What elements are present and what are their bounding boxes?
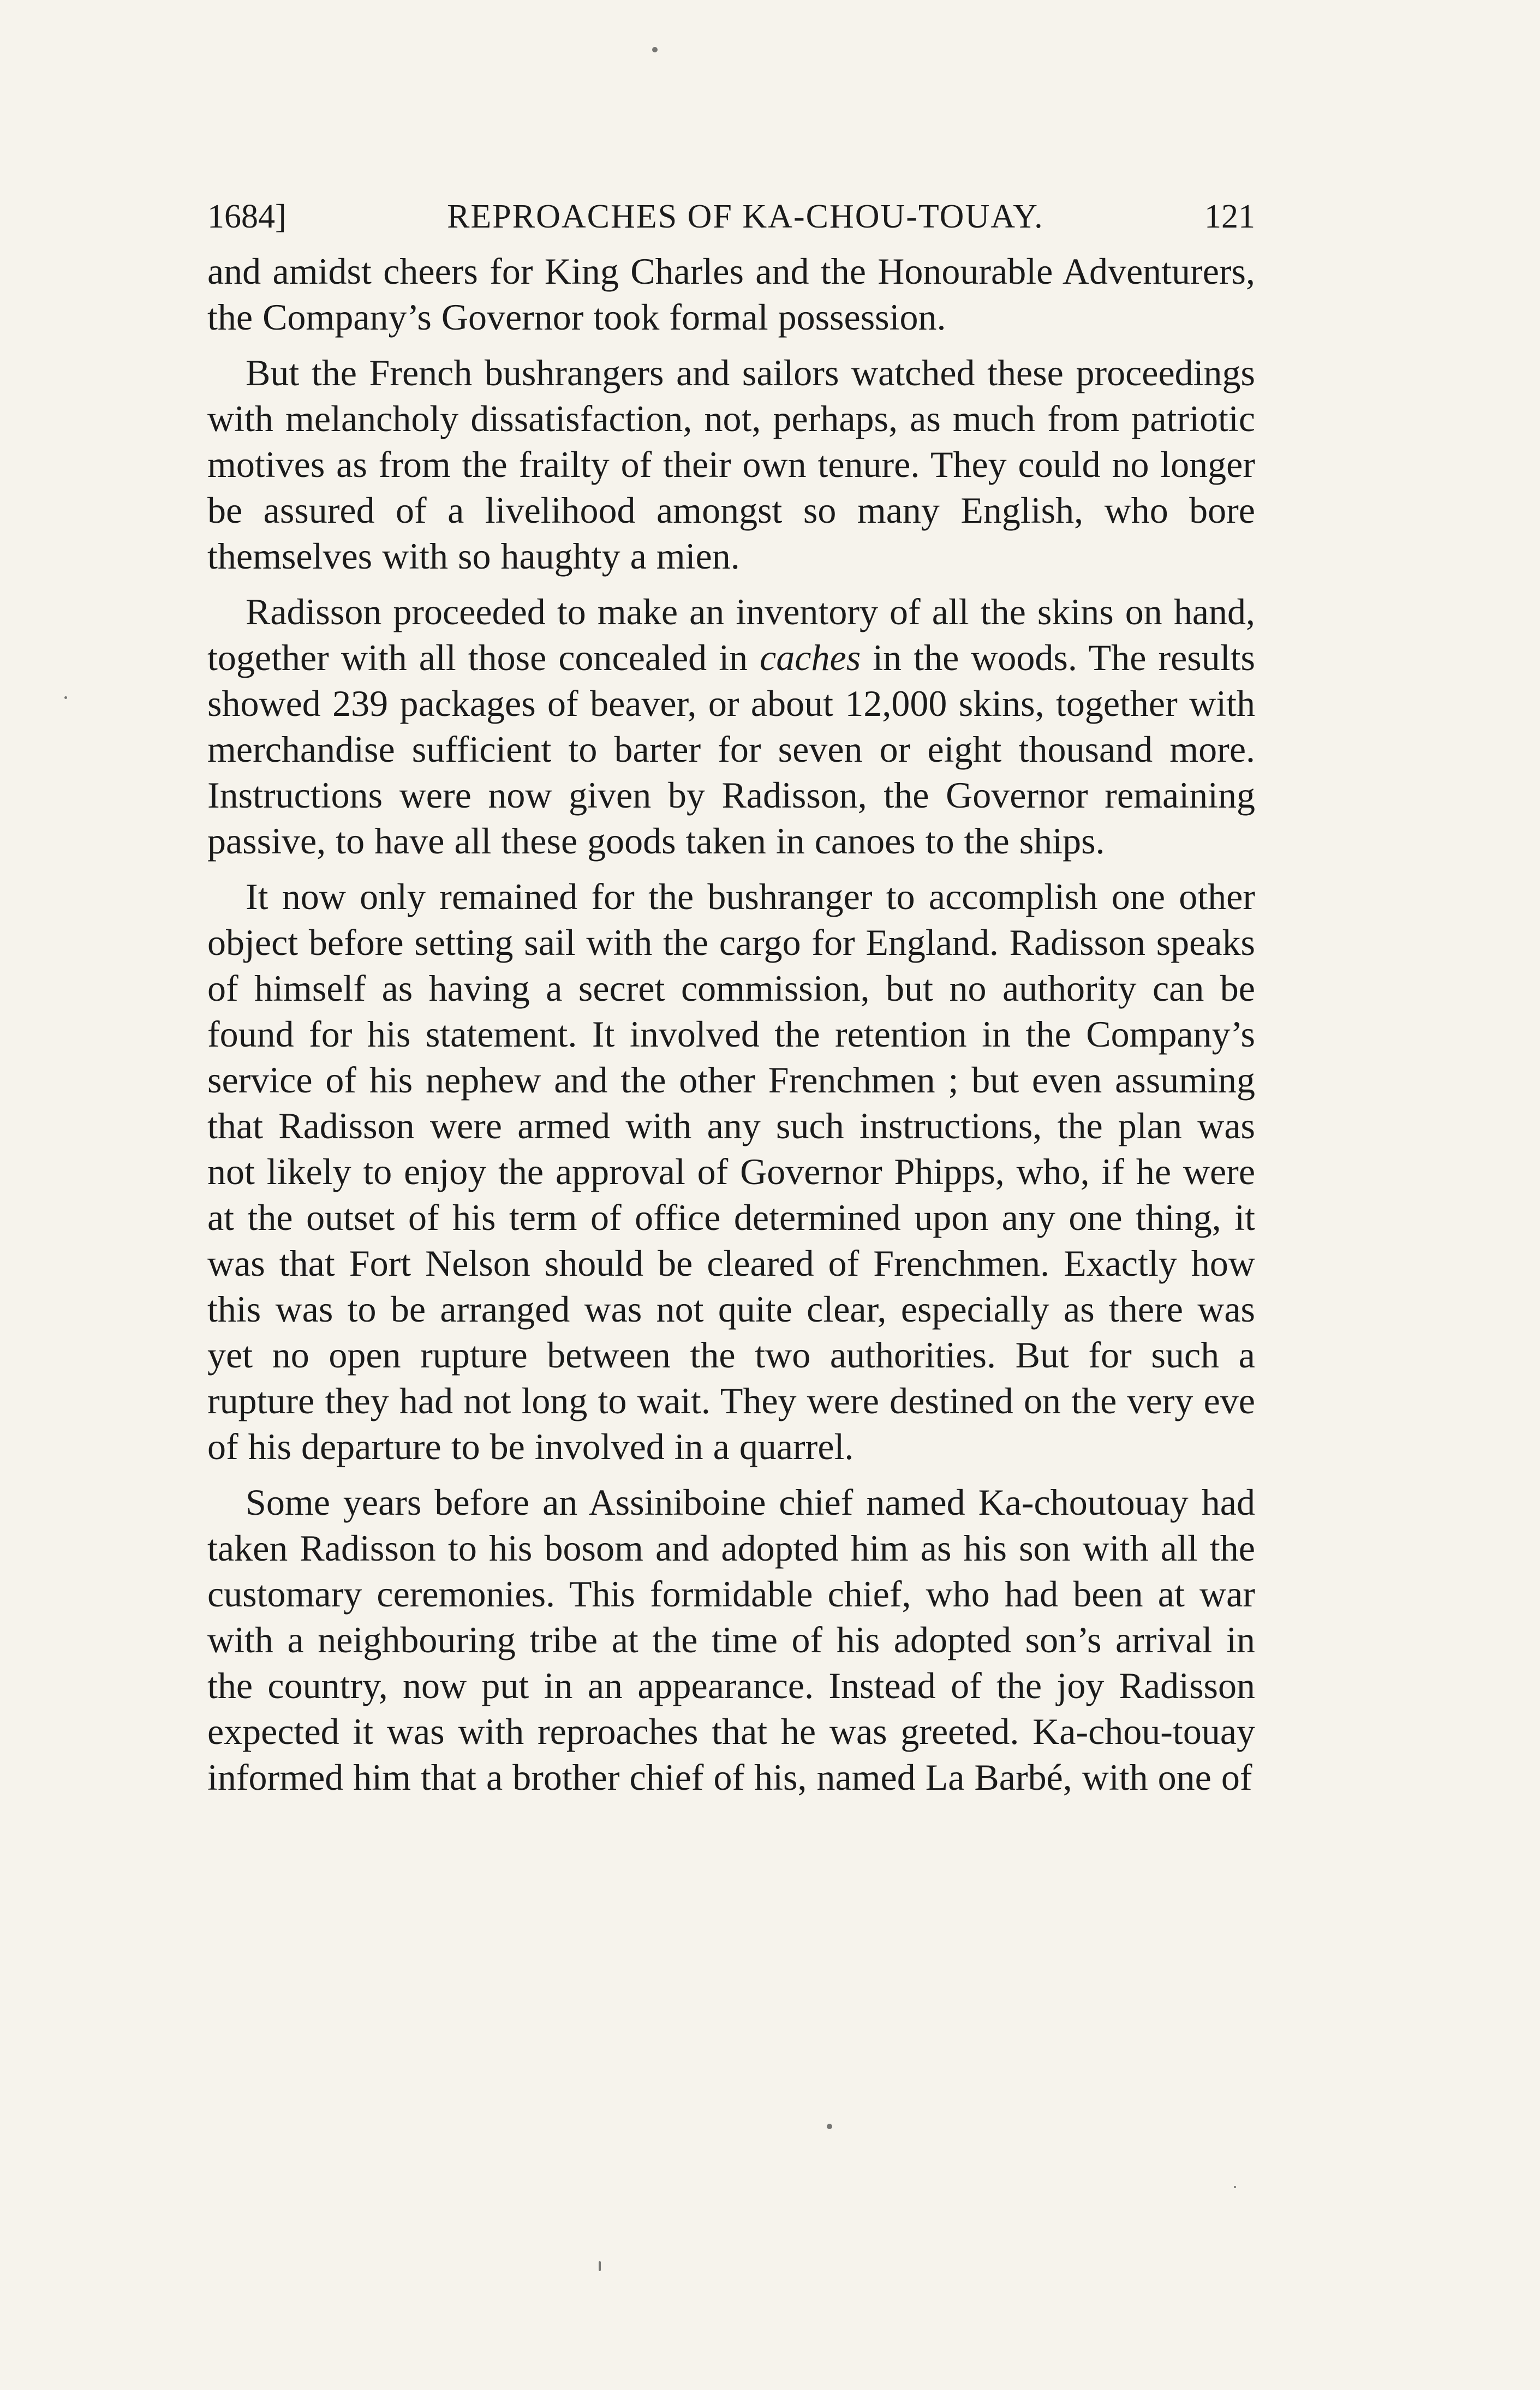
paragraph-3-text-end: in the woods. The results showed 239 packages of beaver, or about 12,000 skins, together with merchandise sufficient to barter for seven or eight thousand more. Instructions were now given by Radisson, the Governor remaining passive, to have all these goods taken in canoes to the ships. [207, 637, 1255, 862]
paper-speck [599, 2261, 601, 2271]
paragraph-1 [207, 248, 1255, 340]
paper-speck [1234, 2186, 1236, 2188]
paragraph-1-text: and amidst cheers for King Charles and the Honourable Adventurers, the Company’s Governor took formal possession. [207, 250, 1255, 338]
running-head-title: REPROACHES OF KA-CHOU-TOUAY. [447, 198, 1044, 235]
paper-speck [64, 696, 67, 699]
running-head [207, 194, 1255, 240]
paragraph-2 [207, 350, 1255, 579]
paragraph-3 [207, 589, 1255, 864]
page-text-block [207, 194, 1255, 1800]
paper-speck [652, 47, 658, 52]
paragraph-3-text-start: Radisson proceeded to make an inventory of all the skins on hand, together with all those concealed in [207, 591, 1255, 678]
paragraph-5 [207, 1479, 1255, 1800]
paragraph-4-text: It now only remained for the bushranger to accomplish one other object before setting sail with the cargo for England. Radisson speaks of himself as having a secret commission, but no authority can be found for his statement. It involved the retention in the Company’s service of his nephew and the other Frenchmen ; but even assuming that Radisson were armed with any such instructions, the plan was not likely to enjoy the approval of Governor Phipps, who, if he were at the outset of his term of office determined upon any one thing, it was that Fort Nelson should be cleared of Frenchmen. Exactly how this was to be arranged was not quite clear, especially as there was yet no open rupture between the two authorities. But for such a rupture they had not long to wait. They were destined on the very eve of his departure to be involved in a quarrel. [207, 876, 1255, 1467]
running-head-year: 1684] [207, 198, 286, 235]
paragraph-5-text: Some years before an Assiniboine chief named Ka-choutouay had taken Radisson to his bosom and adopted him as his son with all the customary ceremonies. This formidable chief, who had been at war with a neighbouring tribe at the time of his adopted son’s arrival in the country, now put in an appearance. Instead of the joy Radisson expected it was with reproaches that he was greeted. Ka-chou-touay informed him that a brother chief of his, named La Barbé, with one of [207, 1481, 1255, 1798]
paper-speck [827, 2124, 832, 2129]
paragraph-4 [207, 874, 1255, 1469]
paragraph-3-italic-term: caches [760, 637, 861, 678]
paragraph-2-text: But the French bushrangers and sailors watched these proceedings with melancholy dissatisfaction, not, perhaps, as much from patriotic motives as from the frailty of their own tenure. They could no longer be assured of a livelihood amongst so many English, who bore themselves with so haughty a mien. [207, 352, 1255, 577]
page-number: 121 [1204, 198, 1255, 235]
